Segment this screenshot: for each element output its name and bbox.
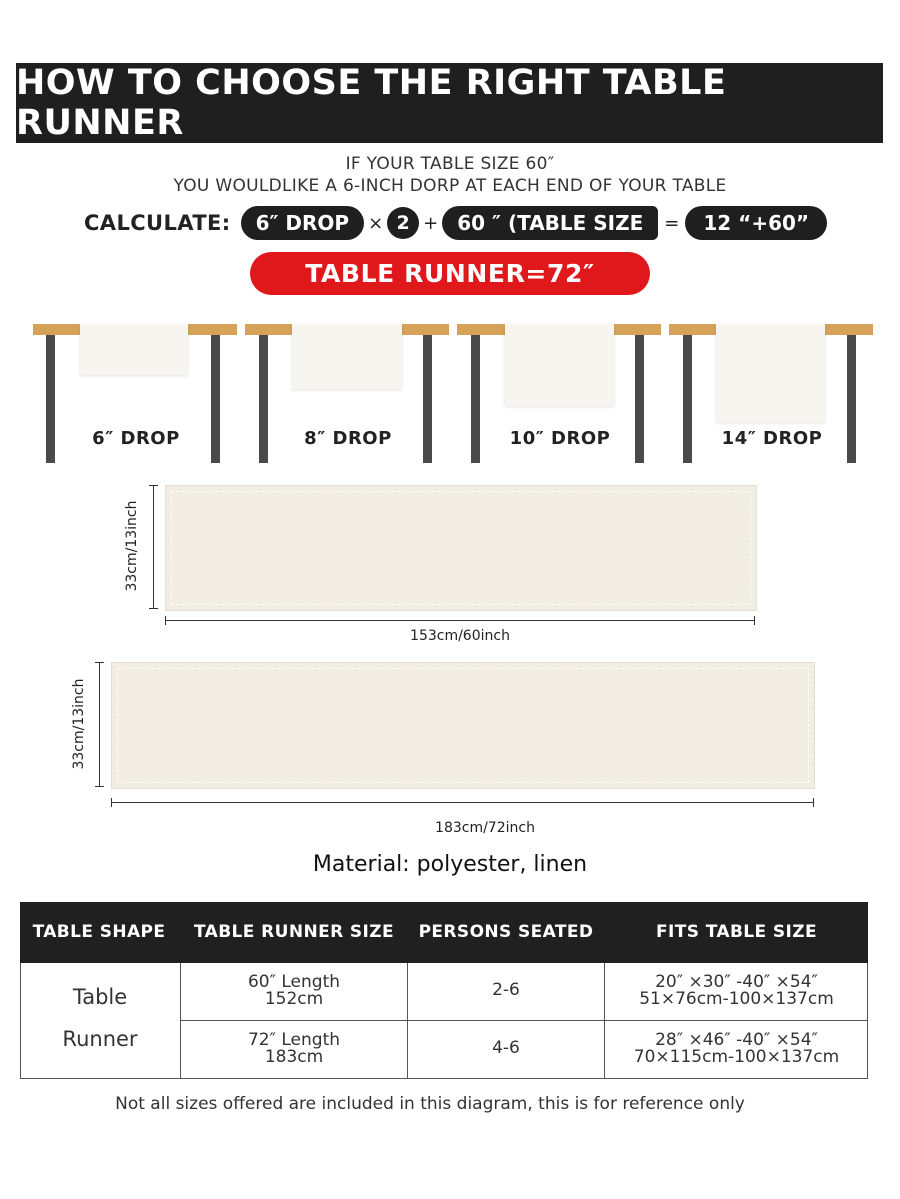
shape-line-2: Runner bbox=[62, 1027, 138, 1051]
dimension-tick bbox=[95, 786, 104, 787]
equals-sign: = bbox=[664, 212, 680, 234]
drop-label: 6″ DROP bbox=[92, 428, 180, 449]
plus-sign: + bbox=[423, 212, 439, 234]
table-header-row bbox=[20, 902, 868, 963]
table-leg bbox=[683, 335, 692, 463]
intro-line-2: YOU WOULDLIKE A 6-INCH DORP AT EACH END OF YOUR TABLE bbox=[173, 176, 727, 196]
result-expression-pill: 12 “+60” bbox=[685, 206, 827, 240]
runner-drop-8 bbox=[292, 324, 402, 389]
table-border bbox=[180, 1020, 868, 1021]
header-fits-table-size: FITS TABLE SIZE bbox=[656, 922, 817, 942]
runner-drop-14 bbox=[716, 324, 825, 422]
header-table-shape: TABLE SHAPE bbox=[32, 922, 166, 942]
row2-size-line-2: 183cm bbox=[264, 1047, 324, 1067]
height-dimension-line bbox=[99, 662, 100, 787]
dimension-tick bbox=[149, 485, 158, 486]
intro-line-1: IF YOUR TABLE SIZE 60″ bbox=[345, 154, 555, 174]
row1-fits-line-2: 51×76cm-100×137cm bbox=[639, 989, 834, 1009]
width-dimension-line bbox=[165, 620, 755, 621]
height-dimension-line bbox=[153, 485, 154, 609]
calculation-row bbox=[84, 205, 827, 241]
runner-60-inch bbox=[165, 485, 757, 611]
runner-height-label: 33cm/13inch bbox=[71, 678, 87, 770]
footnote: Not all sizes offered are included in this diagram, this is for reference only bbox=[115, 1094, 745, 1114]
calculate-label: CALCULATE: bbox=[84, 211, 231, 235]
dimension-tick bbox=[813, 798, 814, 807]
runner-width-label: 153cm/60inch bbox=[410, 628, 510, 644]
runner-72-inch bbox=[111, 662, 815, 789]
table-leg bbox=[471, 335, 480, 463]
row2-fits-line-1: 28″ ×46″ -40″ ×54″ bbox=[655, 1030, 818, 1050]
page-title: HOW TO CHOOSE THE RIGHT TABLE RUNNER bbox=[16, 63, 727, 143]
dimension-tick bbox=[165, 616, 166, 625]
table-border bbox=[20, 1078, 868, 1079]
dimension-tick bbox=[95, 662, 104, 663]
shape-line-1: Table bbox=[72, 985, 128, 1009]
drop-label: 8″ DROP bbox=[304, 428, 392, 449]
width-dimension-line bbox=[111, 802, 814, 803]
drop-pill: 6″ DROP bbox=[241, 206, 364, 240]
row1-persons: 2-6 bbox=[492, 980, 520, 1000]
runner-drop-6 bbox=[80, 324, 188, 375]
row2-persons: 4-6 bbox=[492, 1038, 520, 1058]
row2-fits-line-2: 70×115cm-100×137cm bbox=[633, 1047, 840, 1067]
row1-size-line-2: 152cm bbox=[264, 989, 324, 1009]
header-runner-size: TABLE RUNNER SIZE bbox=[193, 922, 395, 942]
title-banner bbox=[16, 63, 883, 143]
times-sign: × bbox=[368, 212, 384, 234]
table-size-pill: 60 ″ (TABLE SIZE bbox=[442, 206, 658, 240]
dimension-tick bbox=[111, 798, 112, 807]
row1-fits-line-1: 20″ ×30″ -40″ ×54″ bbox=[655, 972, 818, 992]
result-pill bbox=[250, 252, 650, 295]
size-table bbox=[20, 902, 868, 1079]
result-text: TABLE RUNNER=72″ bbox=[305, 259, 595, 288]
table-leg bbox=[259, 335, 268, 463]
material-text: Material: polyester, linen bbox=[312, 852, 588, 877]
drop-label: 14″ DROP bbox=[721, 428, 823, 449]
stitch-border bbox=[171, 491, 751, 605]
table-leg bbox=[46, 335, 55, 463]
drop-label: 10″ DROP bbox=[509, 428, 611, 449]
row2-size-line-1: 72″ Length bbox=[247, 1030, 341, 1050]
stitch-border bbox=[117, 668, 809, 783]
runner-drop-10 bbox=[505, 324, 614, 406]
dimension-tick bbox=[149, 608, 158, 609]
runner-height-label: 33cm/13inch bbox=[124, 500, 140, 592]
header-persons-seated: PERSONS SEATED bbox=[418, 922, 594, 942]
row1-size-line-1: 60″ Length bbox=[247, 972, 341, 992]
multiplier-circle: 2 bbox=[387, 207, 419, 239]
runner-width-label: 183cm/72inch bbox=[435, 820, 535, 836]
dimension-tick bbox=[754, 616, 755, 625]
table-border bbox=[20, 963, 21, 1079]
